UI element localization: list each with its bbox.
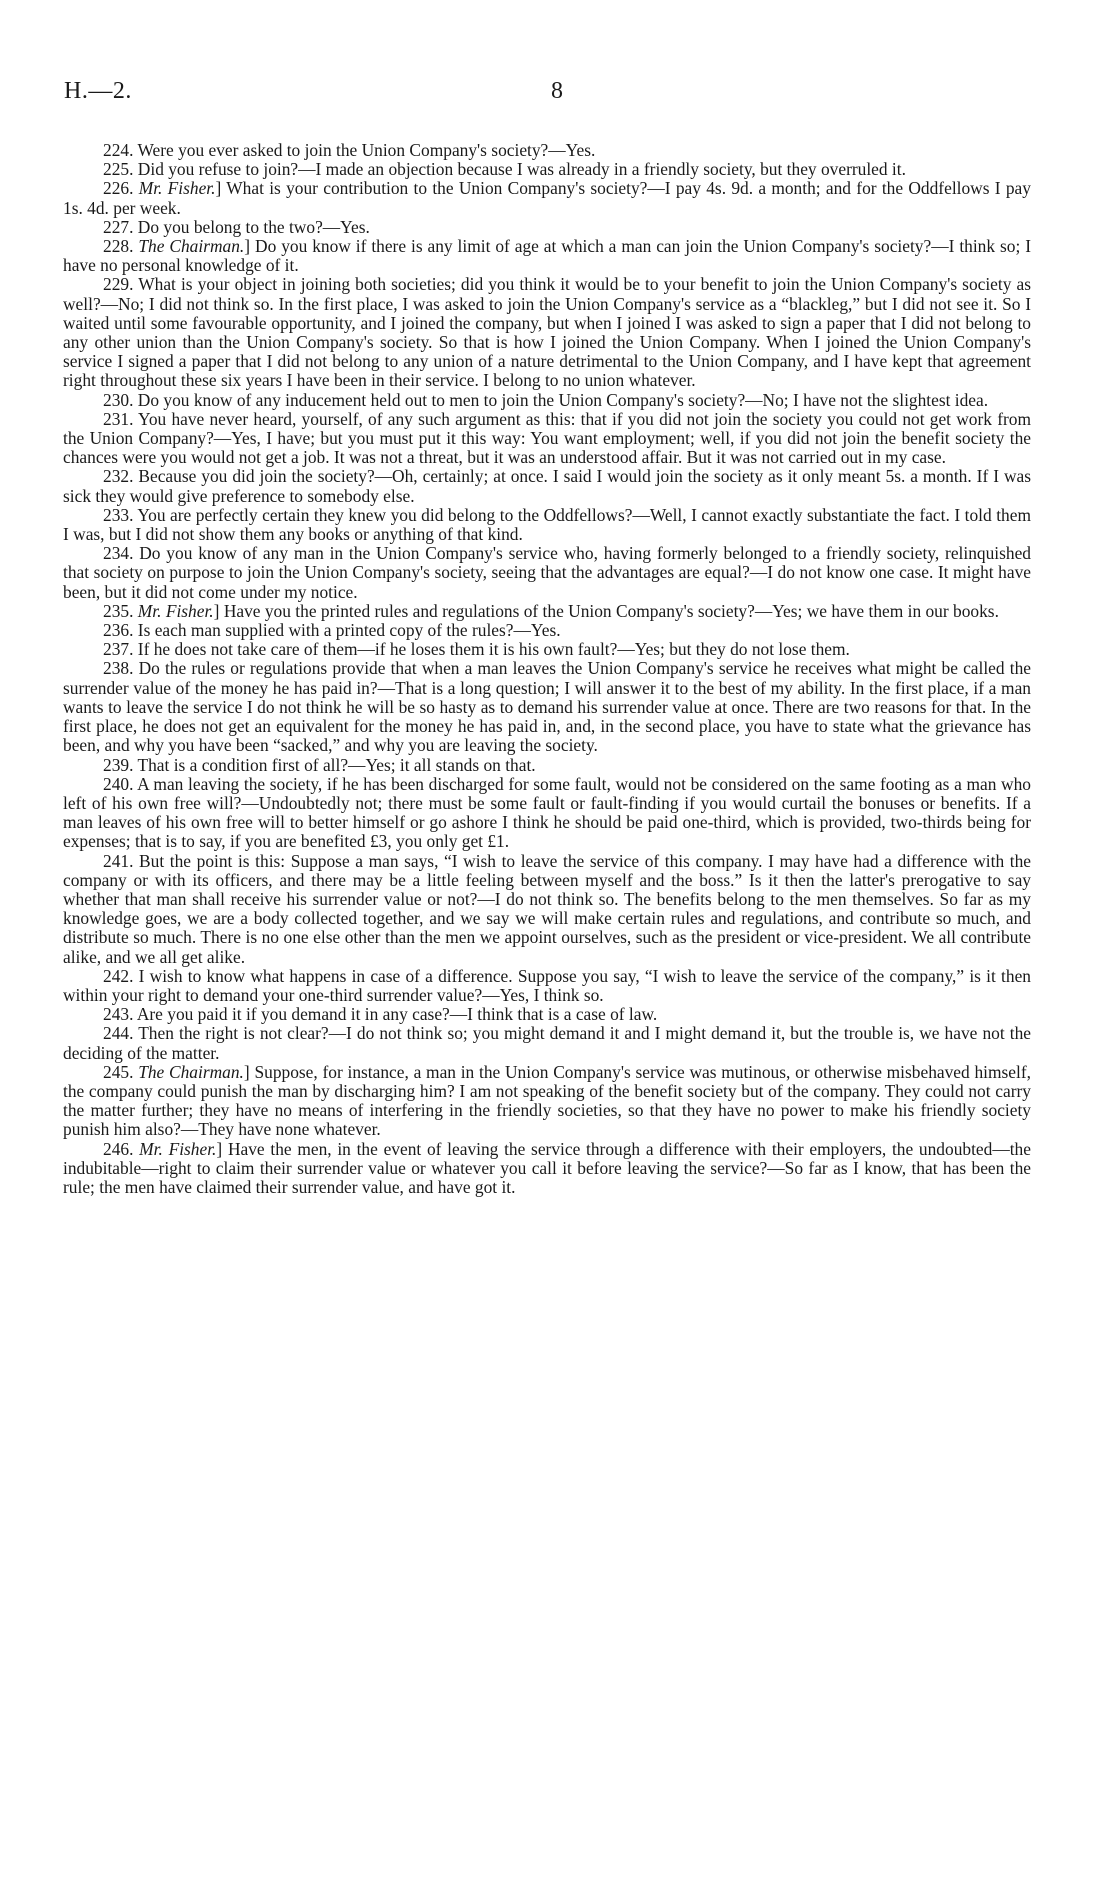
question-number: 239.: [103, 754, 134, 775]
speaker-bracket: ]: [216, 1138, 223, 1159]
question-paragraph: [63, 218, 1031, 237]
question-text: What is your contribution to the Union Company's society?—I pay 4s. 9d. a month; and for the Oddfellows I pay 1s. 4d. per week.: [63, 178, 1031, 218]
question-paragraph: [63, 467, 1031, 505]
question-number: 242.: [103, 965, 134, 986]
question-paragraph: [63, 1005, 1031, 1024]
speaker-name: The Chairman.: [138, 236, 245, 257]
question-paragraph: [63, 544, 1031, 602]
question-paragraph: [63, 506, 1031, 544]
question-number: 231.: [103, 408, 134, 429]
question-paragraph: [63, 659, 1031, 755]
question-text: Do you belong to the two?—Yes.: [137, 216, 370, 237]
question-number: 229.: [103, 274, 134, 295]
question-paragraph: [63, 621, 1031, 640]
question-text: Have you the printed rules and regulations of the Union Company's society?—Yes; we have them in our books.: [223, 600, 999, 621]
question-number: 240.: [103, 773, 134, 794]
question-text: Have the men, in the event of leaving the service through a difference with their employers, the undoubted—the indubitable—right to claim their surrender value or whatever you call it before leaving the service?—So far as I know, that has been the rule; the men have claimed their surrender value, and have got it.: [63, 1138, 1031, 1197]
question-paragraph: [63, 1024, 1031, 1062]
question-paragraph: [63, 1063, 1031, 1140]
question-text: Do the rules or regulations provide that when a man leaves the Union Company's service he receives what might be called the surrender value of the money he has paid in?—That is a long question; I will answer it to the best of my ability. In the first place, if a man wants to leave the service I do not think he will be so hasty as to demand his surrender value at once. There are two reasons for that. In the first place, he does not get an equivalent for the money he has paid in, and, in the second place, you have to state what the grievance has been, and why you have been “sacked,” and why you are leaving the society.: [63, 658, 1031, 756]
question-text: That is a condition first of all?—Yes; it all stands on that.: [137, 754, 536, 775]
question-number: 236.: [103, 620, 134, 641]
question-paragraph: [63, 160, 1031, 179]
question-text: Do you know if there is any limit of age at which a man can join the Union Company's society?—I think so; I have no personal knowledge of it.: [63, 236, 1032, 276]
question-text: I wish to know what happens in case of a difference. Suppose you say, “I wish to leave the service of the company,” is it then within your right to demand your one-third surrender value?—Yes, I think so.: [63, 965, 1031, 1005]
question-number: 237.: [103, 639, 134, 660]
speaker-name: Mr. Fisher.: [138, 178, 216, 199]
question-paragraph: [63, 1140, 1031, 1198]
question-number: 234.: [103, 543, 134, 564]
question-paragraph: [63, 640, 1031, 659]
question-number: 243.: [103, 1004, 134, 1025]
question-paragraph: [63, 775, 1031, 852]
speaker-bracket: ]: [213, 600, 220, 621]
question-text: You have never heard, yourself, of any such argument as this: that if you did not join the society you could not get work from the Union Company?—Yes, I have; but you must put it this way: You want employment; well, if you did not join the benefit society the chances were you would not get a job. It was not a threat, but it was an understood affair. But it was not carried out in my case.: [63, 408, 1031, 468]
question-number: 244.: [103, 1023, 134, 1044]
speaker-name: Mr. Fisher.: [139, 1138, 217, 1159]
question-number: 230.: [103, 389, 134, 410]
speaker-name: The Chairman.: [138, 1061, 244, 1082]
question-paragraph: [63, 602, 1031, 621]
question-text: A man leaving the society, if he has been discharged for some fault, would not be considered on the same footing as a man who left of his own free will?—Undoubtedly not; there must be some fault or fault-finding if you would curtail the bonuses or benefits. If a man leaves of his own free will to better himself or go ashore I think he should be paid one-third, which is provided, two-thirds being for expenses; that is to say, if you are benefited £3, you only get £1.: [63, 773, 1032, 852]
question-text: Do you know of any man in the Union Company's service who, having formerly belonged to a friendly society, relinquished that society on purpose to join the Union Company's society, seeing that the advantages are equal?—I do not know one case. It might have been, but it did not come under my notice.: [63, 543, 1031, 602]
question-number: 232.: [103, 466, 134, 487]
document-reference: H.—2.: [64, 78, 132, 104]
question-number: 233.: [103, 504, 134, 525]
question-text: You are perfectly certain they knew you did belong to the Oddfellows?—Well, I cannot exactly substantiate the fact. I told them I was, but I did not show them any books or anything of that kind.: [63, 504, 1031, 545]
question-text: Do you know of any inducement held out to men to join the Union Company's society?—No; I have not the slightest idea.: [137, 389, 989, 410]
question-text: What is your object in joining both societies; did you think it would be to your benefit to join the Union Company's society as well?—No; I did not think so. In the first place, I was asked to join the Union Company's service as a “blackleg,” but I did not see it. So I waited until some favourable opportunity, and I joined the company, but when I joined I was asked to sign a paper that I did not belong to any other union than the Union Company's society. So that is how I joined the Union Company. When I joined the Union Company's service I signed a paper that I did not belong to any union of a nature detrimental to the Union Company, and I have kept that agreement right throughout these six years I have been in their service. I belong to no union whatever.: [63, 274, 1031, 391]
question-number: 238.: [103, 658, 134, 679]
question-number: 241.: [103, 850, 134, 871]
question-text: Did you refuse to join?—I made an objection because I was already in a friendly society, but they overruled it.: [137, 159, 906, 180]
question-number: 226.: [103, 178, 134, 199]
question-text: Is each man supplied with a printed copy of the rules?—Yes.: [137, 620, 561, 641]
question-text: Are you paid it if you demand it in any case?—I think that is a case of law.: [136, 1004, 658, 1025]
question-number: 245.: [103, 1061, 134, 1082]
question-number: 227.: [103, 216, 134, 237]
document-body: [63, 141, 1031, 1197]
question-paragraph: [63, 756, 1031, 775]
question-paragraph: [63, 391, 1031, 410]
question-number: 228.: [103, 236, 134, 257]
question-paragraph: [63, 967, 1031, 1005]
question-text: Because you did join the society?—Oh, certainly; at once. I said I would join the society as it only meant 5s. a month. If I was sick they would give preference to somebody else.: [63, 466, 1031, 506]
question-number: 246.: [103, 1138, 134, 1159]
question-text: But the point is this: Suppose a man says, “I wish to leave the service of this company. I may have had a difference with the company or with its officers, and there may be a little feeling between myself and the boss.” Is it then the latter's prerogative to say whether that man shall receive his surrender value or not?—I do not think so. The benefits belong to the men themselves. So far as my knowledge goes, we are a body collected together, and we say we will make certain rules and regulations, and contribute so much, and distribute so much. There is no one else other than the men we appoint ourselves, such as the president or vice-president. We all contribute alike, and we all get alike.: [63, 850, 1031, 967]
question-paragraph: [63, 410, 1031, 468]
question-paragraph: [63, 141, 1031, 160]
question-paragraph: [63, 237, 1031, 275]
question-paragraph: [63, 275, 1031, 390]
question-paragraph: [63, 852, 1031, 967]
question-number: 224.: [103, 140, 134, 160]
question-number: 225.: [103, 159, 134, 180]
page-number: 8: [551, 78, 563, 104]
page-header: [64, 78, 1050, 118]
speaker-bracket: ]: [244, 236, 251, 257]
speaker-name: Mr. Fisher.: [137, 600, 214, 621]
question-text: Then the right is not clear?—I do not think so; you might demand it and I might demand it, but the trouble is, we have not the deciding of the matter.: [63, 1023, 1031, 1063]
question-text: Suppose, for instance, a man in the Union Company's service was mutinous, or otherwise misbehaved himself, the company could punish the man by discharging him? I am not speaking of the benefit society but of the company. They could not carry the matter further; they have no means of interfering in the friendly societies, so that they have no power to make his friendly society punish him also?—They have none whatever.: [63, 1061, 1031, 1140]
question-number: 235.: [103, 600, 134, 621]
question-text: If he does not take care of them—if he loses them it is his own fault?—Yes; but they do not lose them.: [137, 639, 850, 660]
question-text: Were you ever asked to join the Union Company's society?—Yes.: [137, 140, 596, 160]
question-paragraph: [63, 179, 1031, 217]
speaker-bracket: ]: [243, 1061, 250, 1082]
speaker-bracket: ]: [215, 178, 222, 199]
